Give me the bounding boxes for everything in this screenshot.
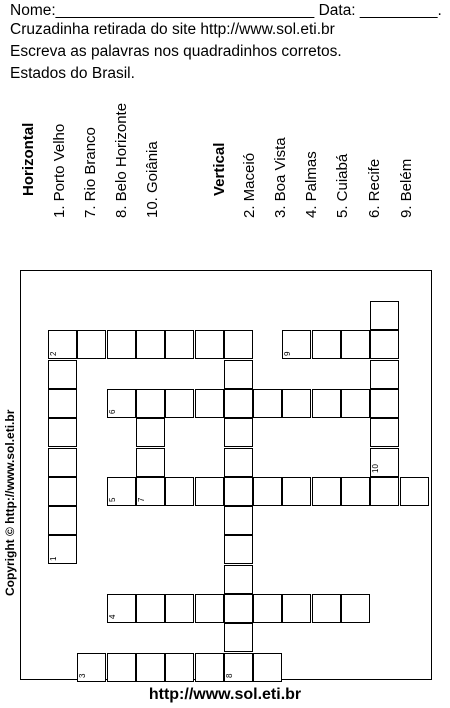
grid-cell[interactable]	[48, 448, 77, 477]
theme-line: Estados do Brasil.	[10, 65, 135, 82]
grid-cell[interactable]	[48, 418, 77, 447]
grid-cell[interactable]	[370, 360, 399, 389]
grid-cell[interactable]	[136, 389, 165, 418]
grid-cell[interactable]	[312, 389, 341, 418]
grid-cell[interactable]	[224, 448, 253, 477]
grid-cell[interactable]	[48, 389, 77, 418]
clue-vertical-9: 9. Belém	[398, 158, 415, 218]
grid-cell[interactable]	[224, 330, 253, 359]
grid-cell[interactable]	[224, 477, 253, 506]
grid-cell[interactable]	[253, 653, 282, 682]
grid-cell[interactable]	[224, 594, 253, 623]
clue-number: 6	[107, 409, 117, 415]
grid-cell[interactable]	[224, 565, 253, 594]
footer-url: http://www.sol.eti.br	[148, 686, 302, 703]
grid-cell[interactable]	[253, 389, 282, 418]
grid-cell[interactable]	[195, 594, 224, 623]
grid-cell[interactable]	[341, 477, 370, 506]
grid-cell[interactable]	[370, 477, 399, 506]
clue-vertical-2: 2. Maceió	[241, 152, 258, 218]
grid-cell[interactable]	[370, 301, 399, 330]
grid-cell[interactable]	[107, 653, 136, 682]
clue-number: 3	[78, 673, 88, 678]
clue-number: 8	[224, 673, 234, 678]
grid-cell[interactable]	[312, 594, 341, 623]
grid-cell[interactable]	[48, 477, 77, 506]
grid-cell[interactable]	[136, 594, 165, 623]
grid-cell[interactable]	[165, 653, 194, 682]
grid-cell[interactable]	[195, 330, 224, 359]
grid-cell[interactable]	[224, 418, 253, 447]
grid-cell[interactable]	[341, 594, 370, 623]
grid-cell[interactable]	[282, 477, 311, 506]
clue-number: 7	[136, 497, 146, 503]
clue-vertical-6: 6. Recife	[366, 158, 383, 218]
grid-cell[interactable]	[165, 330, 194, 359]
copyright-notice: Copyright © http://www.sol.eti.br	[3, 409, 17, 596]
grid-cell[interactable]	[107, 330, 136, 359]
grid-cell[interactable]	[253, 477, 282, 506]
grid-cell[interactable]	[136, 448, 165, 477]
source-line: Cruzadinha retirada do site http://www.sol.eti.br	[10, 21, 335, 38]
grid-cell[interactable]	[136, 653, 165, 682]
instruction-line: Escreva as palavras nos quadradinhos corretos.	[10, 43, 342, 60]
grid-cell[interactable]	[253, 594, 282, 623]
name-date-line: Nome:______________________________ Data: _________.	[10, 2, 442, 19]
grid-cell[interactable]	[195, 389, 224, 418]
clue-horizontal-8: 8. Belo Horizonte	[113, 102, 130, 218]
grid-cell[interactable]	[165, 594, 194, 623]
clue-number: 10	[371, 463, 381, 473]
vertical-clues-title: Vertical	[211, 142, 228, 196]
clue-number: 4	[107, 614, 117, 620]
grid-cell[interactable]	[77, 330, 106, 359]
clue-number: 5	[107, 497, 117, 503]
horizontal-clues-title: Horizontal	[20, 122, 37, 196]
grid-cell[interactable]	[224, 535, 253, 564]
clue-number: 1	[49, 556, 58, 561]
grid-cell[interactable]	[370, 389, 399, 418]
grid-cell[interactable]	[224, 506, 253, 535]
clue-vertical-3: 3. Boa Vista	[272, 137, 289, 218]
grid-cell[interactable]	[341, 389, 370, 418]
grid-cell[interactable]	[195, 653, 224, 682]
clue-horizontal-1: 1. Porto Velho	[51, 123, 68, 218]
clue-vertical-4: 4. Palmas	[303, 151, 320, 218]
clue-horizontal-10: 10. Goiânia	[144, 141, 161, 218]
grid-cell[interactable]	[48, 506, 77, 535]
grid-cell[interactable]	[341, 330, 370, 359]
grid-cell[interactable]	[282, 389, 311, 418]
clue-horizontal-7: 7. Rio Branco	[82, 127, 99, 218]
grid-cell[interactable]	[224, 623, 253, 652]
grid-cell[interactable]	[165, 477, 194, 506]
grid-cell[interactable]	[224, 389, 253, 418]
grid-cell[interactable]	[48, 360, 77, 389]
clue-number: 2	[49, 351, 58, 356]
grid-cell[interactable]	[312, 330, 341, 359]
grid-cell[interactable]	[136, 330, 165, 359]
grid-cell[interactable]	[195, 477, 224, 506]
grid-cell[interactable]	[312, 477, 341, 506]
clue-vertical-5: 5. Cuiabá	[334, 153, 351, 218]
grid-cell[interactable]	[370, 418, 399, 447]
clue-number: 9	[283, 351, 293, 356]
grid-cell[interactable]	[400, 477, 429, 506]
grid-cell[interactable]	[136, 418, 165, 447]
grid-cell[interactable]	[370, 330, 399, 359]
grid-cell[interactable]	[224, 360, 253, 389]
grid-cell[interactable]	[282, 594, 311, 623]
grid-cell[interactable]	[165, 389, 194, 418]
